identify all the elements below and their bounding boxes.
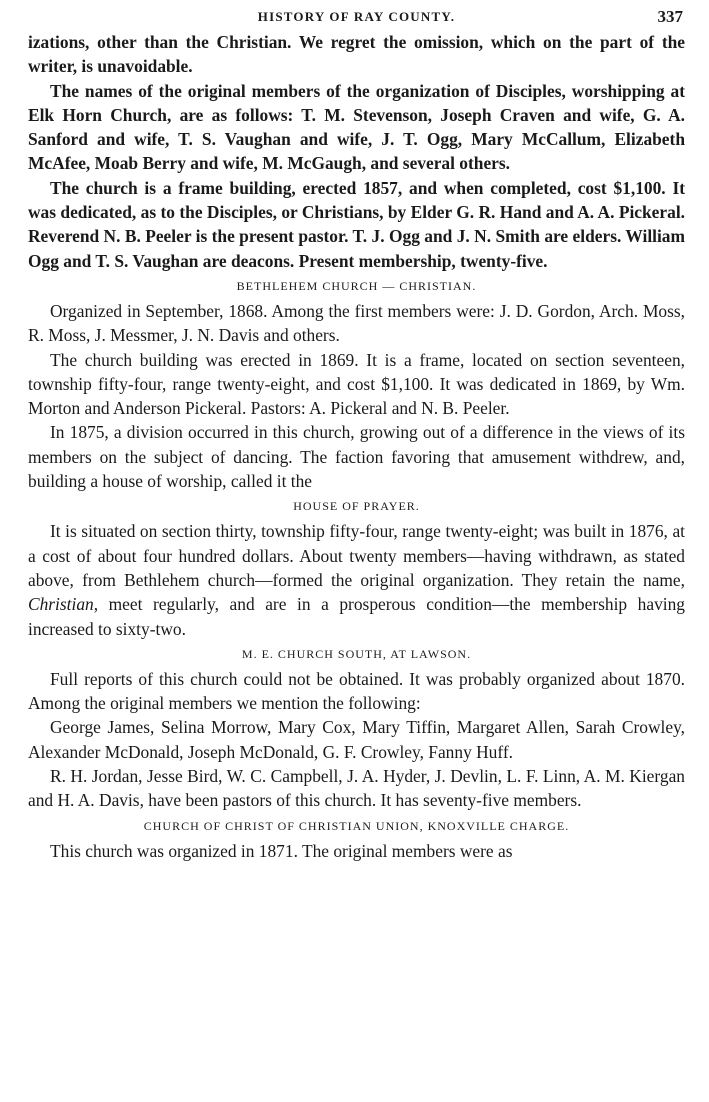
paragraph: R. H. Jordan, Jesse Bird, W. C. Campbell, J. A. Hyder, J. Devlin, L. F. Linn, A. M. Kiergan and H. A. Davis, have been pastors of this church. It has seventy-five members. <box>28 766 685 811</box>
paragraph-text: , meet regularly, and are in a prosperous condition—the membership having increased to sixty-two. <box>28 594 685 639</box>
section-heading: CHURCH OF CHRIST OF CHRISTIAN UNION, KNOXVILLE CHARGE. <box>143 818 570 833</box>
section-heading: M. E. CHURCH SOUTH, AT LAWSON. <box>241 646 472 661</box>
paragraph: The names of the original members of the organization of Disciples, worshipping at Elk Horn Church, are as follows: T. M. Stevenson, Joseph Craven and wife, G. A. Sanford and wife, T. S. Vaughan and wife, J. T. Ogg, Mary McCallum, Elizabeth McAfee, Moab Berry and wife, M. McGaugh, and several others. <box>28 80 685 174</box>
paragraph: Full reports of this church could not be obtained. It was probably organized about 1870. Among the original members we mention the following: <box>28 668 685 714</box>
page-number: 337 <box>657 7 683 26</box>
paragraph: George James, Selina Morrow, Mary Cox, Mary Tiffin, Margaret Allen, Sarah Crowley, Alexander McDonald, Joseph McDonald, G. F. Crowley, Fanny Huff. <box>28 717 685 762</box>
paragraph: izations, other than the Christian. We regret the omission, which on the part of the writer, is unavoidable. <box>28 32 685 77</box>
paragraph: The church building was erected in 1869. It is a frame, located on section seventeen, township fifty-four, range twenty-eight, and cost $1,100. It was dedicated in 1869, by Wm. Morton and Anderson Pickeral. Pastors: A. Pickeral and N. B. Peeler. <box>28 349 685 419</box>
paragraph: In 1875, a division occurred in this church, growing out of a difference in the views of its members on the subject of dancing. The faction favoring that amusement withdrew, and, building a house of worship, called it the <box>28 422 685 492</box>
paragraph: Organized in September, 1868. Among the first members were: J. D. Gordon, Arch. Moss, R. Moss, J. Messmer, J. N. Davis and others. <box>28 300 685 346</box>
section-heading: BETHLEHEM CHURCH — CHRISTIAN. <box>236 278 477 293</box>
section-heading: HOUSE OF PRAYER. <box>293 499 420 514</box>
paragraph-text: It is situated on section thirty, township fifty-four, range twenty-eight; was built in 1876, at a cost of about four hundred dollars. About twenty members—having withdrawn, as stated above, from Bethlehem church—formed the original organization. They retain the name, <box>28 521 685 590</box>
paragraph: The church is a frame building, erected 1857, and when completed, cost $1,100. It was dedicated, as to the Disciples, or Christians, by Elder G. R. Hand and A. A. Pickeral. Reverend N. B. Peeler is the present pastor. T. J. Ogg and J. N. Smith are elders. William Ogg and T. S. Vaughan are deacons. Present membership, twenty-five. <box>28 177 685 271</box>
emphasis-text: Christian <box>28 594 94 615</box>
running-header <box>28 6 685 28</box>
paragraph <box>28 519 685 640</box>
running-title: HISTORY OF RAY COUNTY. <box>257 9 456 24</box>
paragraph: This church was organized in 1871. The original members were as <box>50 840 513 861</box>
page-body <box>28 30 685 863</box>
